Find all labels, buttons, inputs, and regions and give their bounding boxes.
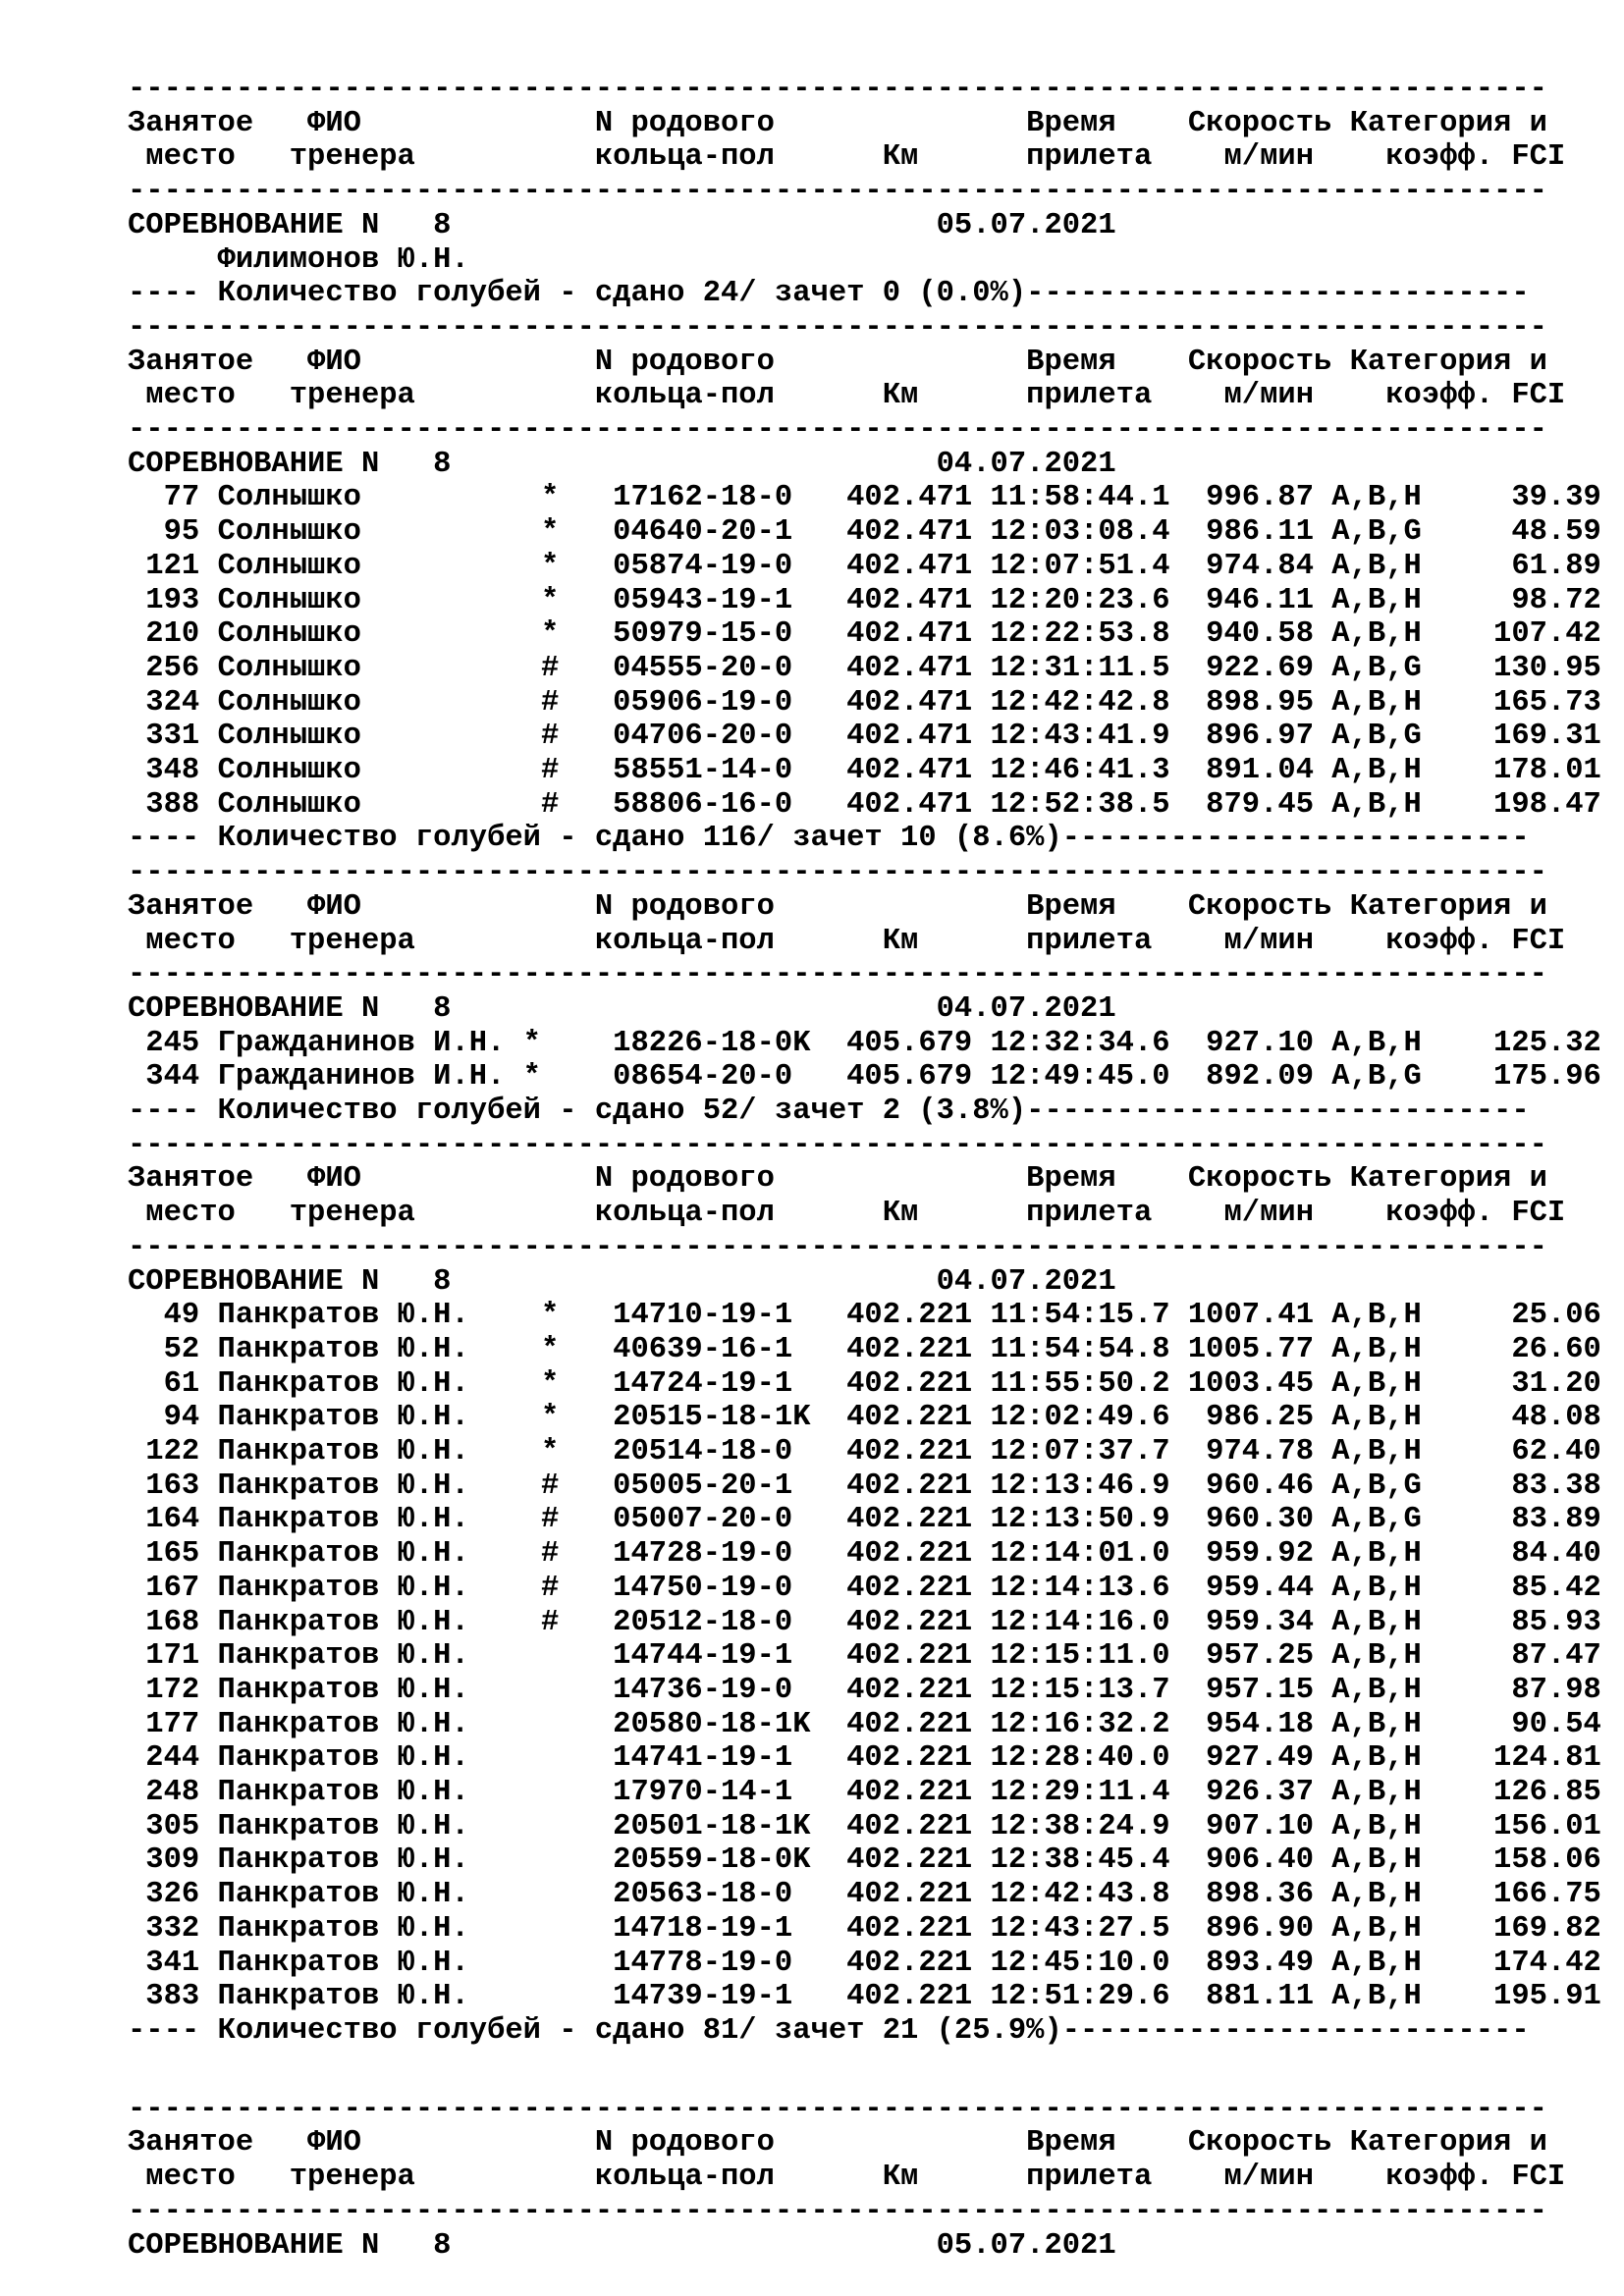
result-row: 326 Панкратов Ю.Н. 20563-18-0 402.221 12:42:43.8 898.36 A,B,H 166.75	[128, 1878, 1601, 1911]
result-row: 244 Панкратов Ю.Н. 14741-19-1 402.221 12:28:40.0 927.49 A,B,H 124.81	[128, 1741, 1601, 1775]
header-separator: -------------------------------------------------------------------------------	[128, 73, 1547, 106]
column-header-line2: место тренера кольца-пол Км прилета м/мин коэфф. FCI	[128, 1197, 1566, 1230]
column-header-line2: место тренера кольца-пол Км прилета м/мин коэфф. FCI	[128, 379, 1566, 412]
section-summary: ---- Количество голубей - сдано 52/ зачет 2 (3.8%)----------------------------	[128, 1095, 1530, 1128]
result-row: 167 Панкратов Ю.Н. # 14750-19-0 402.221 12:14:13.6 959.44 A,B,H 85.42	[128, 1572, 1601, 1605]
result-row: 49 Панкратов Ю.Н. * 14710-19-1 402.221 11:54:15.7 1007.41 A,B,H 25.06	[128, 1299, 1601, 1332]
competition-title: СОРЕВНОВАНИЕ N 8 05.07.2021	[128, 2229, 1116, 2263]
header-separator: -------------------------------------------------------------------------------	[128, 2195, 1547, 2228]
result-row: 341 Панкратов Ю.Н. 14778-19-0 402.221 12:45:10.0 893.49 A,B,H 174.42	[128, 1947, 1601, 1980]
result-row: 344 Гражданинов И.Н. * 08654-20-0 405.679 12:49:45.0 892.09 A,B,G 175.96	[128, 1060, 1601, 1094]
result-row: 168 Панкратов Ю.Н. # 20512-18-0 402.221 12:14:16.0 959.34 A,B,H 85.93	[128, 1606, 1601, 1639]
result-row: 122 Панкратов Ю.Н. * 20514-18-0 402.221 12:07:37.7 974.78 A,B,H 62.40	[128, 1435, 1601, 1468]
result-row: 309 Панкратов Ю.Н. 20559-18-0K 402.221 12:38:45.4 906.40 A,B,H 158.06	[128, 1843, 1601, 1877]
competition-title: СОРЕВНОВАНИЕ N 8 05.07.2021	[128, 209, 1116, 242]
column-header-line1: Занятое ФИО N родового Время Скорость Категория и	[128, 1162, 1547, 1196]
result-row: 77 Солнышко * 17162-18-0 402.471 11:58:44.1 996.87 A,B,H 39.39	[128, 481, 1601, 514]
competition-title: СОРЕВНОВАНИЕ N 8 04.07.2021	[128, 448, 1116, 481]
result-row: 172 Панкратов Ю.Н. 14736-19-0 402.221 12:15:13.7 957.15 A,B,H 87.98	[128, 1674, 1601, 1707]
result-row: 61 Панкратов Ю.Н. * 14724-19-1 402.221 11:55:50.2 1003.45 A,B,H 31.20	[128, 1367, 1601, 1401]
result-row: 121 Солнышко * 05874-19-0 402.471 12:07:51.4 974.84 A,B,H 61.89	[128, 550, 1601, 583]
competition-title: СОРЕВНОВАНИЕ N 8 04.07.2021	[128, 1265, 1116, 1299]
header-separator: -------------------------------------------------------------------------------	[128, 413, 1547, 447]
result-row: 388 Солнышко # 58806-16-0 402.471 12:52:38.5 879.45 A,B,H 198.47	[128, 788, 1601, 822]
result-row: 164 Панкратов Ю.Н. # 05007-20-0 402.221 12:13:50.9 960.30 A,B,G 83.89	[128, 1503, 1601, 1536]
section-summary: ---- Количество голубей - сдано 24/ зачет 0 (0.0%)----------------------------	[128, 277, 1530, 310]
result-row: 52 Панкратов Ю.Н. * 40639-16-1 402.221 11:54:54.8 1005.77 A,B,H 26.60	[128, 1333, 1601, 1366]
result-row: 245 Гражданинов И.Н. * 18226-18-0K 405.679 12:32:34.6 927.10 A,B,H 125.32	[128, 1027, 1601, 1060]
result-row: 210 Солнышко * 50979-15-0 402.471 12:22:53.8 940.58 A,B,H 107.42	[128, 617, 1601, 651]
result-row: 305 Панкратов Ю.Н. 20501-18-1K 402.221 12:38:24.9 907.10 A,B,H 156.01	[128, 1810, 1601, 1843]
column-header-line1: Занятое ФИО N родового Время Скорость Категория и	[128, 2126, 1547, 2160]
header-separator: -------------------------------------------------------------------------------	[128, 958, 1547, 991]
result-row: 332 Панкратов Ю.Н. 14718-19-1 402.221 12:43:27.5 896.90 A,B,H 169.82	[128, 1912, 1601, 1946]
result-row: 256 Солнышко # 04555-20-0 402.471 12:31:11.5 922.69 A,B,G 130.95	[128, 652, 1601, 685]
result-row: 193 Солнышко * 05943-19-1 402.471 12:20:23.6 946.11 A,B,H 98.72	[128, 584, 1601, 617]
column-header-line2: место тренера кольца-пол Км прилета м/мин коэфф. FCI	[128, 2161, 1566, 2194]
owner-name: Филимонов Ю.Н.	[128, 243, 469, 277]
header-separator: -------------------------------------------------------------------------------	[128, 311, 1547, 345]
result-row: 95 Солнышко * 04640-20-1 402.471 12:03:08.4 986.11 A,B,G 48.59	[128, 515, 1601, 549]
header-separator: -------------------------------------------------------------------------------	[128, 1231, 1547, 1264]
header-separator: -------------------------------------------------------------------------------	[128, 175, 1547, 208]
column-header-line1: Занятое ФИО N родового Время Скорость Категория и	[128, 107, 1547, 140]
result-row: 165 Панкратов Ю.Н. # 14728-19-0 402.221 12:14:01.0 959.92 A,B,H 84.40	[128, 1537, 1601, 1571]
column-header-line1: Занятое ФИО N родового Время Скорость Категория и	[128, 346, 1547, 379]
competition-title: СОРЕВНОВАНИЕ N 8 04.07.2021	[128, 992, 1116, 1026]
result-row: 94 Панкратов Ю.Н. * 20515-18-1K 402.221 12:02:49.6 986.25 A,B,H 48.08	[128, 1401, 1601, 1434]
result-row: 177 Панкратов Ю.Н. 20580-18-1K 402.221 12:16:32.2 954.18 A,B,H 90.54	[128, 1708, 1601, 1741]
result-row: 383 Панкратов Ю.Н. 14739-19-1 402.221 12:51:29.6 881.11 A,B,H 195.91	[128, 1980, 1601, 2013]
column-header-line1: Занятое ФИО N родового Время Скорость Категория и	[128, 890, 1547, 924]
result-row: 348 Солнышко # 58551-14-0 402.471 12:46:41.3 891.04 A,B,H 178.01	[128, 754, 1601, 787]
result-row: 163 Панкратов Ю.Н. # 05005-20-1 402.221 12:13:46.9 960.46 A,B,G 83.38	[128, 1469, 1601, 1503]
result-row: 324 Солнышко # 05906-19-0 402.471 12:42:42.8 898.95 A,B,H 165.73	[128, 686, 1601, 720]
result-row: 248 Панкратов Ю.Н. 17970-14-1 402.221 12:29:11.4 926.37 A,B,H 126.85	[128, 1776, 1601, 1809]
header-separator: -------------------------------------------------------------------------------	[128, 2093, 1547, 2126]
section-summary: ---- Количество голубей - сдано 116/ зачет 10 (8.6%)--------------------------	[128, 822, 1530, 855]
column-header-line2: место тренера кольца-пол Км прилета м/мин коэфф. FCI	[128, 925, 1566, 958]
result-row: 171 Панкратов Ю.Н. 14744-19-1 402.221 12:15:11.0 957.25 A,B,H 87.47	[128, 1639, 1601, 1673]
header-separator: -------------------------------------------------------------------------------	[128, 856, 1547, 889]
section-summary: ---- Количество голубей - сдано 81/ зачет 21 (25.9%)--------------------------	[128, 2014, 1530, 2048]
result-row: 331 Солнышко # 04706-20-0 402.471 12:43:41.9 896.97 A,B,G 169.31	[128, 720, 1601, 753]
header-separator: -------------------------------------------------------------------------------	[128, 1129, 1547, 1162]
column-header-line2: место тренера кольца-пол Км прилета м/мин коэфф. FCI	[128, 140, 1566, 174]
